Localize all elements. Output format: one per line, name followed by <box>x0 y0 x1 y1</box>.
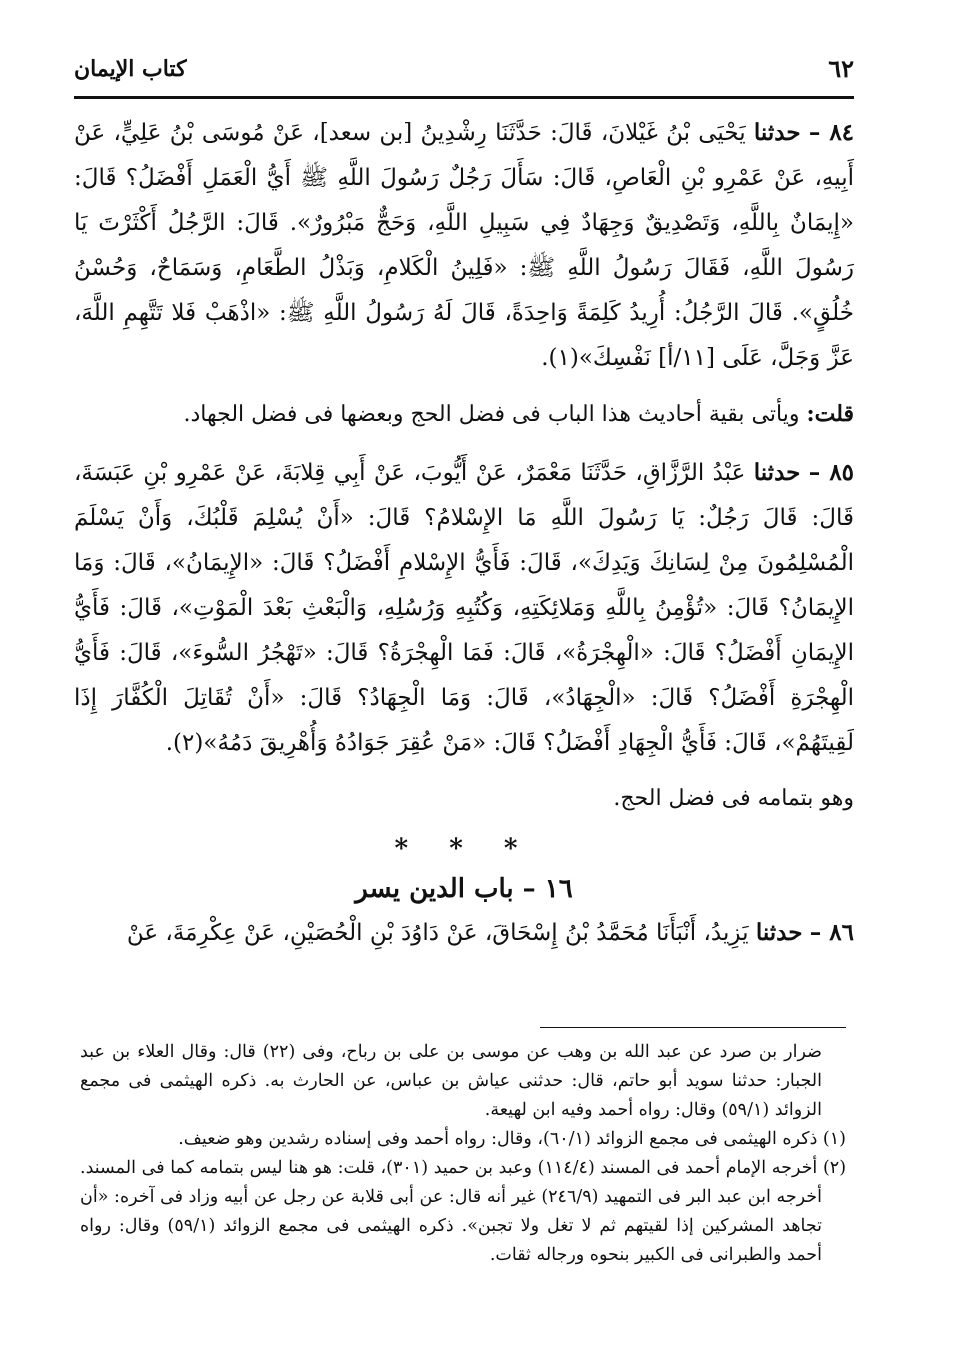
chapter-title: ١٦ – باب الدين يسر <box>355 874 573 904</box>
hadith-text: يَزِيدُ، أَنْبَأَنَا مُحَمَّدُ بْنُ إِسْحَاقَ، عَنْ دَاوُدَ بْنِ الْحُصَيْنِ، عَنْ عِكْرِمَةَ، عَنْ <box>126 920 749 946</box>
transmission-word: حدثنا <box>753 119 801 146</box>
hadith-number: ٨٦ – <box>809 919 854 946</box>
page-number: ٦٢ <box>828 54 854 83</box>
footnotes <box>80 1038 846 1270</box>
section-separator: * * * <box>394 834 534 864</box>
header-rule <box>74 96 854 99</box>
hadith-text: عَبْدُ الرَّزَّاقِ، حَدَّثَنَا مَعْمَرٌ، عَنْ أَيُّوبَ، عَنْ أَبِي قِلابَةَ، عَنْ عَمْرِو بْنِ عَبَسَةَ، قَالَ: قَالَ رَجُلٌ: يَا رَسُولَ اللَّهِ مَا الإِسْلامُ؟ قَالَ: «أَنْ يُسْلِمَ قَلْبُكَ، وَأَنْ يَسْلَمَ الْمُسْلِمُونَ مِنْ لِسَانِكَ وَيَدِكَ»، قَالَ: فَأَيُّ الإِسْلامِ أَفْضَلُ؟ قَالَ: «الإِيمَانُ»، قَالَ: وَمَا الإِيمَانُ؟ قَالَ: «تُؤْمِنُ بِاللَّهِ وَمَلائِكَتِهِ، وَكُتُبِهِ وَرُسُلِهِ، وَالْبَعْثِ بَعْدَ الْمَوْتِ»، قَالَ: فَأَيُّ الإِيمَانِ أَفْضَلُ؟ قَالَ: «الْهِجْرَةُ»، قَالَ: فَمَا الْهِجْرَةُ؟ قَالَ: «تَهْجُرُ السُّوءَ»، قَالَ: فَأَيُّ الْهِجْرَةِ أَفْضَلُ؟ قَالَ: «الْجِهَادُ»، قَالَ: وَمَا الْجِهَادُ؟ قَالَ: «أَنْ تُقَاتِلَ الْكُفَّارَ إِذَا لَقِيتَهُمْ»، قَالَ: فَأَيُّ الْجِهَادِ أَفْضَلُ؟ قَالَ: «مَنْ عُقِرَ جَوَادُهُ وَأُهْرِيقَ دَمُهُ»(٢). <box>74 460 854 756</box>
transmission-word: حدثنا <box>755 919 803 946</box>
hadith-86 <box>74 910 854 956</box>
hadith-84 <box>74 110 854 381</box>
footnote-2: (٢) أخرجه الإمام أحمد فى المسند (١١٤/٤) وعبد بن حميد (٣٠١)، قلت: هو هنا ليس بتمامه كما فى المسند. أخرجه ابن عبد البر فى التمهيد (٢٤٦/٩) غير أنه قال: عن أبى قلابة عن رجل عن أبيه وزاد فى آخره: «أن تجاهد المشركين إذا لقيتهم ثم لا تغل ولا تجبن». ذكره الهيثمى فى مجمع الزوائد (٥٩/١) وقال: رواه أحمد والطبرانى فى الكبير بنحوه ورجاله ثقات. <box>80 1158 847 1265</box>
hadith-number: ٨٥ – <box>808 459 855 486</box>
hadith-85 <box>74 450 854 766</box>
page-header <box>74 54 854 94</box>
editor-note-2: وهو بتمامه فى فضل الحج. <box>613 786 854 811</box>
main-text <box>74 110 854 968</box>
hadith-number: ٨٤ – <box>808 119 855 146</box>
running-title: كتاب الإيمان <box>74 56 187 82</box>
footnote-continuation: ضرار بن صرد عن عبد الله بن وهب عن موسى بن على بن رباح، وفى (٢٢) قال: وقال العلاء بن عبد الجبار: حدثنا سويد أبو حاتم، قال: حدثنى عياش بن عباس، عن الحارث به. ذكره الهيثمى فى مجمع الزوائد (٥٩/١) وقال: رواه أحمد وفيه ابن لهيعة. <box>80 1042 823 1120</box>
editor-note-1 <box>74 393 854 436</box>
transmission-word: حدثنا <box>753 459 801 486</box>
footnote-rule <box>540 1027 846 1028</box>
note-text: ويأتى بقية أحاديث هذا الباب فى فضل الحج وبعضها فى فضل الجهاد. <box>183 402 800 427</box>
note-label: قلت: <box>806 401 854 427</box>
hadith-text: يَحْيَى بْنُ غَيْلانَ، قَالَ: حَدَّثَنَا رِشْدِينُ [بن سعد]، عَنْ مُوسَى بْنُ عَلِيٍّ، عَنْ أَبِيهِ، عَنْ عَمْرِو بْنِ الْعَاصِ، قَالَ: سَأَلَ رَجُلٌ رَسُولَ اللَّهِ ﷺ أَيُّ الْعَمَلِ أَفْضَلُ؟ قَالَ: «إِيمَانٌ بِاللَّهِ، وَتَصْدِيقٌ وَجِهَادٌ فِي سَبِيلِ اللَّهِ، وَحَجٌّ مَبْرُورٌ». قَالَ: الرَّجُلُ أَكْثَرْتَ يَا رَسُولَ اللَّهِ، فَقَالَ رَسُولُ اللَّهِ ﷺ: «فَلِينُ الْكَلامِ، وَبَذْلُ الطَّعَامِ، وَسَمَاحٌ، وَحُسْنُ خُلُقٍ». قَالَ الرَّجُلُ: أُرِيدُ كَلِمَةً وَاحِدَةً، قَالَ لَهُ رَسُولُ اللَّهِ ﷺ: «اذْهَبْ فَلا تَتَّهِمِ اللَّهَ، عَزَّ وَجَلَّ، عَلَى [١١/أ] نَفْسِكَ»(١). <box>74 120 854 371</box>
footnote-1: (١) ذكره الهيثمى فى مجمع الزوائد (٦٠/١)، وقال: رواه أحمد وفى إسناده رشدين وهو ضعيف. <box>178 1129 846 1149</box>
